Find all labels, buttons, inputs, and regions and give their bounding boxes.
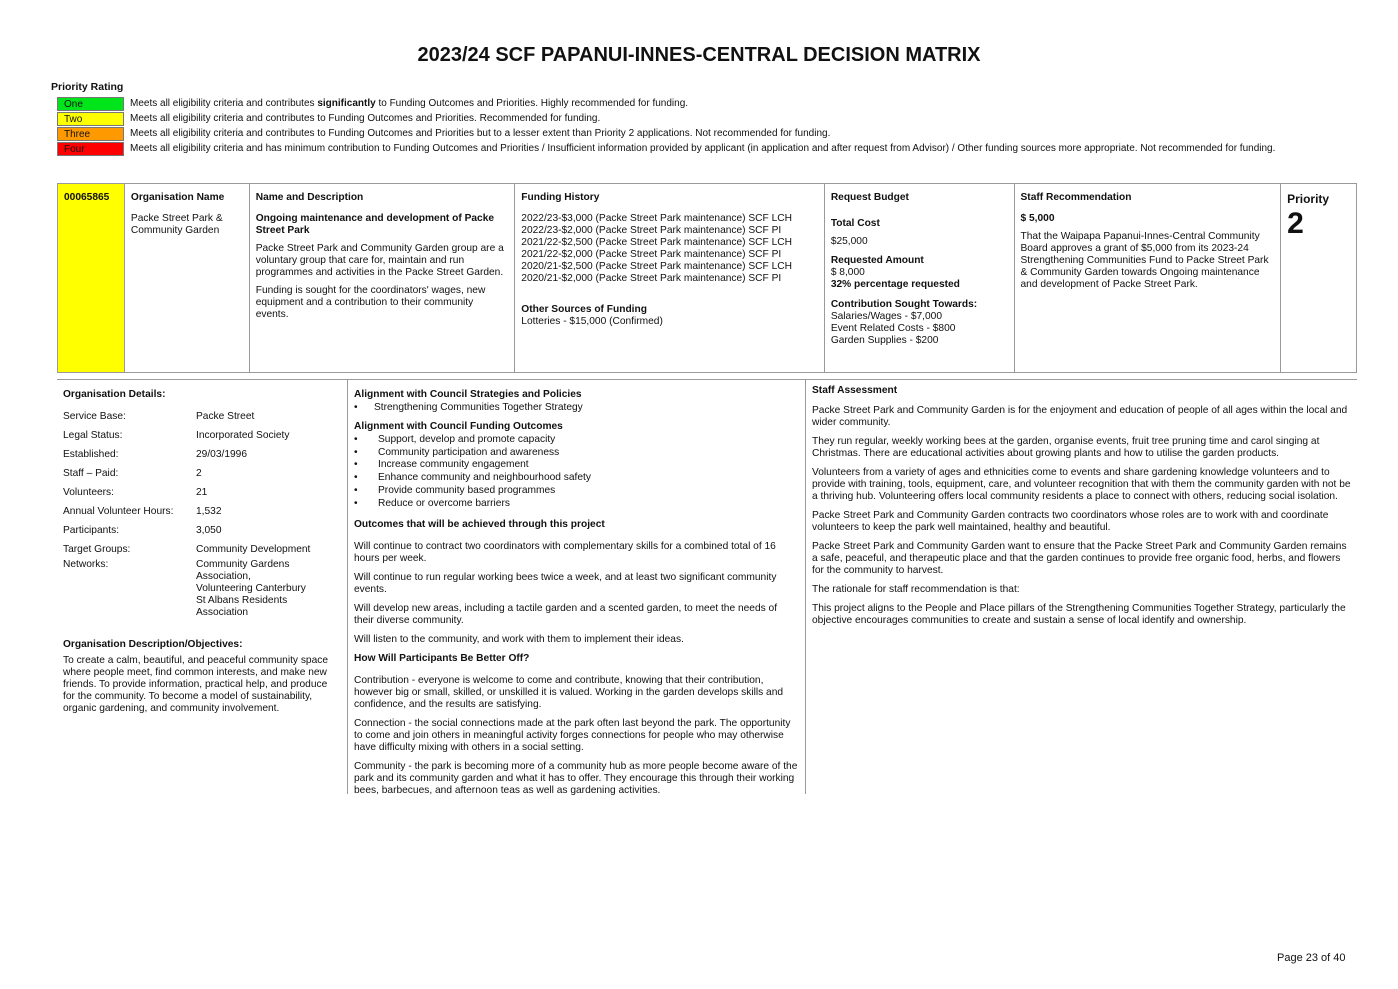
staff-recommendation-text: That the Waipapa Papanui-Innes-Central Community Board approves a grant of $5,000 from its 2023-24 Strengthening Communities Fund to Packe Street Park & Community Garden towards Ongoing maintenance and development of Packe Street Park. [1020, 231, 1269, 290]
funding-outcomes-list [354, 434, 799, 511]
project-outcome: Will continue to contract two coordinators with complementary skills for a combined total of 16 hours per week. [354, 540, 776, 564]
priority-legend [57, 97, 1347, 157]
project-outcomes-heading: Outcomes that will be achieved through this project [354, 518, 605, 530]
project-outcome: Will listen to the community, and work with them to implement their ideas. [354, 633, 684, 645]
strategies-list [354, 402, 799, 415]
funding-history-cell [515, 184, 825, 372]
project-outcome: Will continue to run regular working bees twice a week, and at least two significant community events. [354, 571, 777, 595]
detail-value: 29/03/1996 [196, 449, 247, 460]
better-off-item: Contribution - everyone is welcome to come and contribute, knowing that their contribution, however big or small, skilled, or unskilled it is valued. Working in the garden develops skills and confidence, and the results are satisfying. [354, 674, 784, 710]
funding-history-item: 2021/22-$2,500 (Packe Street Park maintenance) SCF LCH [521, 237, 792, 248]
detail-value: 21 [196, 487, 208, 498]
priority-heading: Priority [1287, 192, 1330, 206]
detail-value: 1,532 [196, 506, 222, 517]
detail-row [63, 411, 341, 423]
contribution-heading: Contribution Sought Towards: [830, 299, 978, 310]
assessment-paragraph: Packe Street Park and Community Garden contracts two coordinators whose roles are to work with and coordinate volunteers to keep the park well maintained, healthy and beautiful. [812, 510, 1329, 533]
funding-outcome-item: • Reduce or overcome barriers [354, 498, 799, 511]
funding-outcome-item: • Community participation and awareness [354, 447, 799, 460]
better-off-item: Connection - the social connections made at the park often last beyond the park. The opportunity to come and join others in meaningful activity forges connections for people who may otherwise have difficulty mixing with others in a social setting. [354, 717, 791, 753]
networks-list [196, 559, 341, 619]
requested-amount-label: Requested Amount [830, 255, 924, 266]
priority-three-swatch: Three [57, 127, 124, 141]
priority-legend-row [57, 97, 1347, 111]
priority-value: 2 [1287, 207, 1304, 240]
funding-history-item: 2020/21-$2,000 (Packe Street Park maintenance) SCF PI [521, 273, 782, 284]
organisation-details-column [57, 380, 348, 794]
page-title: 2023/24 SCF PAPANUI-INNES-CENTRAL DECISION MATRIX [417, 44, 981, 66]
priority-one-description: Meets all eligibility criteria and contributes significantly to Funding Outcomes and Priorities. Highly recommended for funding. [130, 98, 689, 109]
staff-recommendation-cell [1015, 184, 1282, 372]
requested-amount: $ 8,000 [830, 267, 865, 278]
application-id-cell [58, 184, 125, 372]
strategy-item: • Strengthening Communities Together Strategy [354, 402, 799, 415]
detail-label: Volunteers: [63, 487, 114, 498]
target-groups-row [63, 544, 341, 556]
total-cost-label: Total Cost [830, 218, 880, 229]
assessment-paragraph: This project aligns to the People and Place pillars of the Strengthening Communities Together Strategy, particularly the objective encourages communities to create and sustain a sense of local identify and ownership. [812, 603, 1346, 626]
application-detail-section [57, 379, 1357, 794]
project-outcome: Will develop new areas, including a tactile garden and a scented garden, to meet the needs of their diverse community. [354, 602, 778, 626]
page-number: Page 23 of 40 [1277, 952, 1346, 964]
detail-row [63, 525, 341, 537]
assessment-paragraph: Packe Street Park and Community Garden want to ensure that the Packe Street Park and Community Garden remains a safe, peaceful, and therapeutic place and that the garden continues to provide free organic food, herbs, and flowers for the community to harvest. [812, 541, 1347, 576]
name-description-cell [250, 184, 516, 372]
detail-label: Staff – Paid: [63, 468, 119, 479]
funding-sought-description: Funding is sought for the coordinators' wages, new equipment and a contribution to their community events. [255, 285, 486, 320]
funding-outcome-item: • Increase community engagement [354, 459, 799, 472]
detail-value: 3,050 [196, 525, 222, 536]
name-description-heading: Name and Description [255, 192, 364, 203]
objectives-text: To create a calm, beautiful, and peaceful community space where people meet, find common interests, and make new friends. To provide information, practical help, and produce for the community. To become a model of sustainability, organic gardening, and community involvement. [63, 655, 329, 714]
staff-recommendation-amount: $ 5,000 [1020, 213, 1055, 224]
organisation-details-heading: Organisation Details: [63, 389, 166, 400]
priority-three-description: Meets all eligibility criteria and contributes to Funding Outcomes and Priorities but to a lesser extent than Priority 2 applications. Not recommended for funding. [130, 128, 831, 139]
assessment-paragraph: They run regular, weekly working bees at the garden, organise events, fruit tree pruning time and carol singing at Christmas. There are educational activities about growing plants and how to utilise the garden products. [812, 436, 1320, 459]
other-sources: Lotteries - $15,000 (Confirmed) [521, 316, 663, 327]
organisation-name-cell [125, 184, 250, 372]
assessment-paragraph: Volunteers from a variety of ages and ethnicities come to events and share gardening knowledge volunteers and to provide with training, tools, equipment, care, and volunteer recognition that with them the community garden with not be a thriving hub. Volunteering offers local community residents a place to connect with others, reducing social isolation. [812, 467, 1351, 502]
detail-label: Service Base: [63, 411, 126, 422]
decision-matrix-row [57, 183, 1357, 373]
networks-label: Networks: [63, 559, 109, 570]
detail-row [63, 468, 341, 480]
priority-cell [1281, 184, 1356, 372]
request-budget-cell [825, 184, 1015, 372]
priority-legend-row [57, 112, 1347, 126]
funding-history-item: 2020/21-$2,500 (Packe Street Park maintenance) SCF LCH [521, 261, 792, 272]
funding-history-item: 2021/22-$2,000 (Packe Street Park maintenance) SCF PI [521, 249, 782, 260]
target-groups-label: Target Groups: [63, 544, 131, 555]
funding-history-heading: Funding History [521, 192, 600, 203]
detail-row [63, 449, 341, 461]
detail-value: Incorporated Society [196, 430, 290, 441]
detail-value: Packe Street [196, 411, 255, 422]
better-off-item: Community - the park is becoming more of a community hub as more people become aware of the park and its community garden and what it has to offer. They encourage this through their working bees, barbecues, and afternoon teas as well as gardening activities. [354, 760, 798, 796]
priority-two-description: Meets all eligibility criteria and contributes to Funding Outcomes and Priorities. Recommended for funding. [130, 113, 601, 124]
contribution-item: Garden Supplies - $200 [830, 335, 939, 346]
priority-rating-heading: Priority Rating [51, 81, 124, 93]
detail-row [63, 506, 341, 518]
funding-outcome-item: • Enhance community and neighbourhood safety [354, 472, 799, 485]
funding-history-item: 2022/23-$2,000 (Packe Street Park maintenance) SCF PI [521, 225, 782, 236]
strategies-heading: Alignment with Council Strategies and Policies [354, 389, 582, 400]
target-groups-value: Community Development [196, 544, 311, 555]
priority-two-swatch: Two [57, 112, 124, 126]
priority-four-description: Meets all eligibility criteria and has minimum contribution to Funding Outcomes and Priorities / Insufficient information provided by applicant (in application and after request from Advisor) / Other funding sources more appropriate. Not recommended for funding. [130, 143, 1276, 154]
priority-legend-row [57, 127, 1347, 141]
project-description: Packe Street Park and Community Garden group are a voluntary group that care for, maintain and run programmes and activities in the Packe Street Garden. [255, 243, 504, 278]
detail-value: 2 [196, 468, 202, 479]
detail-label: Participants: [63, 525, 120, 536]
funding-outcome-item: • Support, develop and promote capacity [354, 434, 799, 447]
detail-label: Legal Status: [63, 430, 123, 441]
detail-label: Established: [63, 449, 119, 460]
assessment-paragraph: Packe Street Park and Community Garden is for the enjoyment and education of people of all ages within the local and wider community. [812, 405, 1348, 428]
staff-assessment-column [806, 380, 1357, 794]
funding-history-item: 2022/23-$3,000 (Packe Street Park maintenance) SCF LCH [521, 213, 792, 224]
percentage-requested: 32% percentage requested [830, 279, 960, 290]
staff-assessment-heading: Staff Assessment [812, 385, 898, 396]
funding-outcome-item: • Provide community based programmes [354, 485, 799, 498]
priority-legend-row [57, 142, 1347, 156]
detail-label: Annual Volunteer Hours: [63, 506, 174, 517]
detail-row [63, 430, 341, 442]
priority-one-swatch: One [57, 97, 124, 111]
priority-four-swatch: Four [57, 142, 124, 156]
detail-row [63, 487, 341, 499]
better-off-heading: How Will Participants Be Better Off? [354, 652, 530, 664]
staff-recommendation-heading: Staff Recommendation [1020, 192, 1132, 203]
other-sources-heading: Other Sources of Funding [521, 304, 647, 315]
organisation-name: Packe Street Park & Community Garden [130, 213, 223, 236]
network-item: St Albans Residents Association [196, 595, 288, 618]
request-budget-heading: Request Budget [830, 192, 909, 203]
application-id: 00065865 [64, 192, 110, 203]
objectives-heading: Organisation Description/Objectives: [63, 639, 243, 650]
alignment-column [348, 380, 806, 794]
network-item: Volunteering Canterbury [196, 583, 306, 594]
contribution-item: Salaries/Wages - $7,000 [830, 311, 942, 322]
assessment-paragraph: The rationale for staff recommendation is that: [812, 584, 1020, 595]
network-item: Community Gardens Association, [196, 559, 290, 582]
project-title: Ongoing maintenance and development of Packe Street Park [255, 213, 495, 236]
funding-outcomes-heading: Alignment with Council Funding Outcomes [354, 420, 563, 432]
contribution-item: Event Related Costs - $800 [830, 323, 956, 334]
total-cost: $25,000 [830, 236, 868, 247]
networks-row [63, 559, 341, 619]
organisation-name-heading: Organisation Name [130, 192, 225, 203]
